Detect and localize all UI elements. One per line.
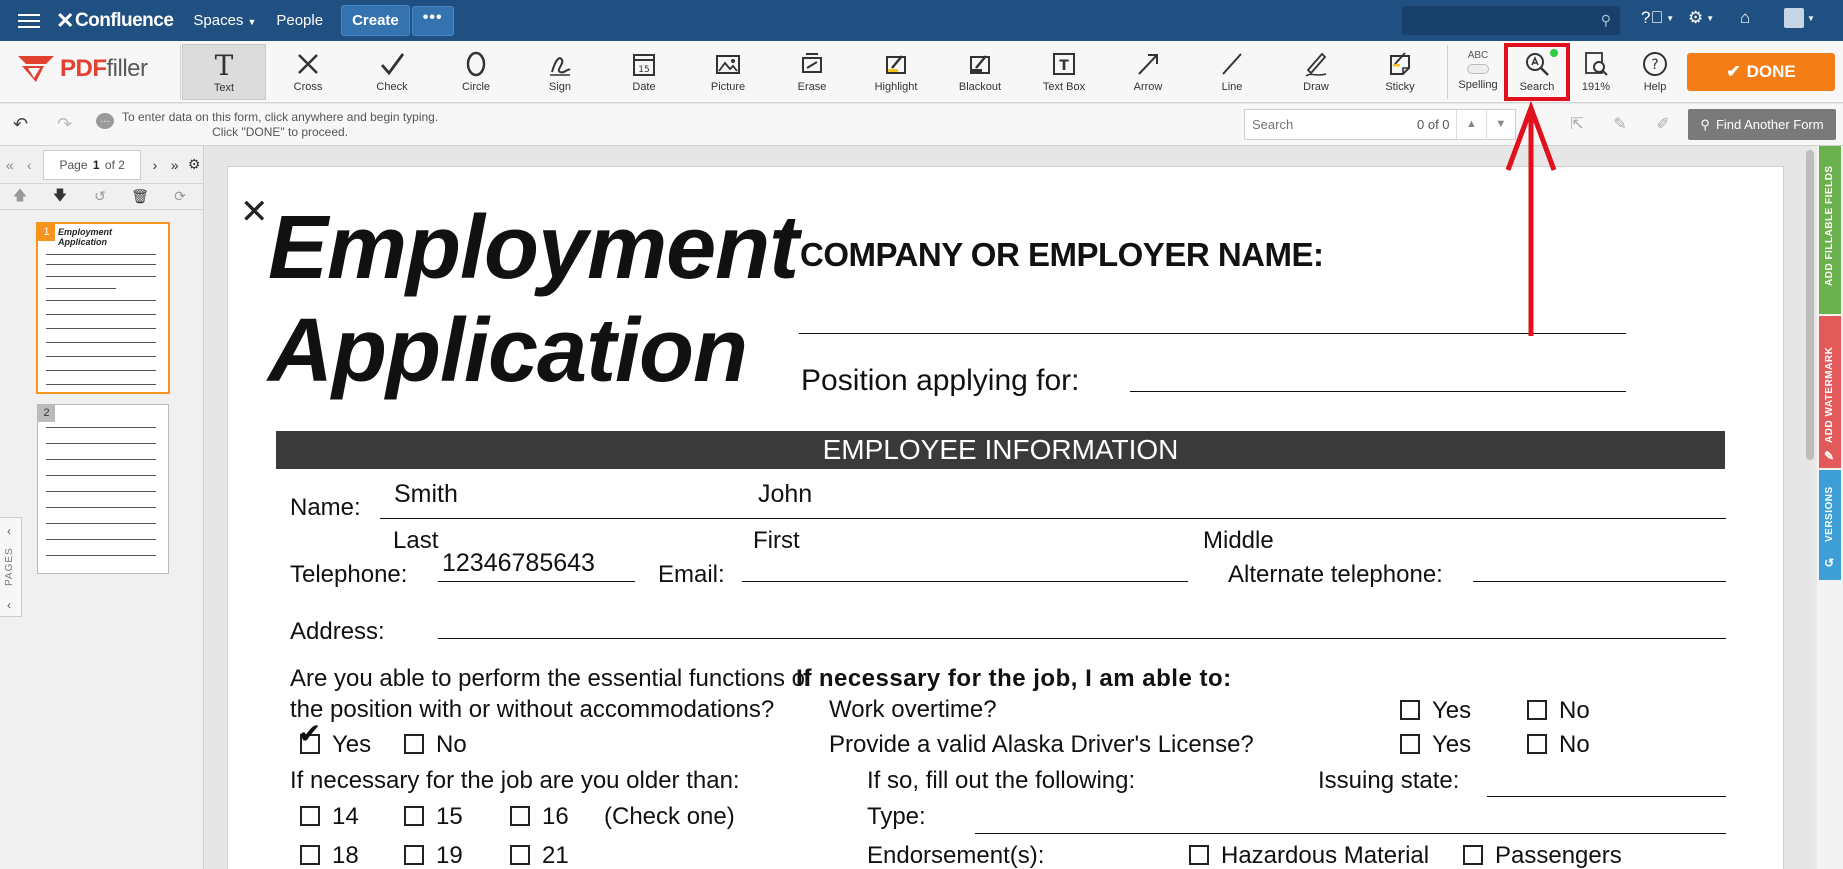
document-canvas[interactable] — [205, 146, 1812, 869]
check-icon: ✔ — [298, 718, 322, 749]
move-down-icon[interactable]: 🡇 — [52, 186, 68, 203]
toggle-switch-icon — [1467, 64, 1489, 74]
tool-label: Circle — [461, 81, 491, 93]
overtime-yes-checkbox[interactable] — [1400, 700, 1420, 720]
age-16-checkbox[interactable] — [510, 806, 530, 826]
gear-icon: ⚙ — [1688, 8, 1704, 27]
versions-tab[interactable] — [1819, 470, 1841, 580]
no-label: No — [1559, 697, 1590, 724]
help-icon — [1641, 50, 1669, 78]
help-menu[interactable]: ?⃝ ▼ — [1641, 8, 1675, 27]
zoom-icon — [1582, 50, 1610, 78]
overtime-question: Work overtime? — [829, 696, 997, 723]
tool-label: Sticky — [1385, 81, 1415, 93]
yes-label: Yes — [1432, 731, 1472, 758]
search-result-count: 0 of 0 — [1417, 117, 1450, 132]
age-label: 15 — [436, 803, 463, 830]
tool-picture[interactable] — [686, 44, 770, 100]
tool-line[interactable] — [1190, 44, 1274, 100]
export-icon[interactable]: ⇱ — [1570, 116, 1584, 133]
tool-label: Text Box — [1042, 81, 1086, 93]
done-button[interactable]: ✔ DONE — [1687, 53, 1835, 91]
check-one-label: (Check one) — [604, 803, 735, 830]
annotation-arrow — [1500, 100, 1562, 340]
age-label: 18 — [332, 842, 359, 869]
pdffiller-logo: PDF filler — [18, 54, 148, 84]
document-search-input[interactable] — [1245, 110, 1415, 139]
document-scrollbar[interactable] — [1806, 150, 1814, 460]
text-box-icon — [1050, 50, 1078, 78]
tool-label: Arrow — [1133, 81, 1163, 93]
yes-label: Yes — [1432, 697, 1472, 724]
delete-icon[interactable]: 🗑 — [131, 188, 149, 204]
form-title-line-2: Application — [268, 301, 747, 401]
rotate-icon[interactable]: ↺ — [94, 188, 106, 204]
people-link[interactable]: People — [276, 12, 324, 29]
tool-label: Text — [213, 82, 235, 94]
middle-label: Middle — [1203, 527, 1274, 554]
age-label: 19 — [436, 842, 463, 869]
watermark-icon: ✎ — [1824, 449, 1835, 463]
editing-hint — [96, 110, 438, 140]
tool-erase[interactable] — [770, 44, 854, 100]
license-yes-checkbox[interactable] — [1400, 734, 1420, 754]
alternate-telephone-label: Alternate telephone: — [1228, 561, 1443, 588]
last-page-icon[interactable]: » — [170, 156, 179, 173]
hint-line-2: Click "DONE" to proceed. — [212, 125, 349, 139]
address-label: Address: — [290, 618, 385, 645]
age-label: 14 — [332, 803, 359, 830]
text-tool-icon — [210, 51, 238, 79]
position-label: Position applying for: — [801, 364, 1080, 397]
add-watermark-tab[interactable] — [1819, 316, 1841, 468]
search-icon: ⚲ — [1700, 116, 1710, 132]
company-label: COMPANY OR EMPLOYER NAME: — [800, 236, 1324, 273]
line-icon — [1218, 50, 1246, 78]
tool-sticky[interactable] — [1358, 44, 1442, 100]
tool-arrow[interactable] — [1106, 44, 1190, 100]
spaces-menu[interactable]: Spaces ▼ — [193, 12, 257, 29]
more-create-button[interactable]: ••• — [412, 6, 454, 36]
svg-text:?: ? — [1651, 57, 1659, 73]
close-icon[interactable]: ✕ — [240, 193, 269, 231]
settings-menu[interactable]: ⚙ ▼ — [1688, 8, 1715, 27]
page-indicator[interactable]: Page 1 of 2 — [43, 150, 141, 180]
app-menu-icon[interactable] — [18, 14, 40, 28]
section-header: EMPLOYEE INFORMATION — [276, 431, 1725, 469]
no-label: No — [436, 731, 467, 758]
tool-circle[interactable] — [434, 44, 518, 100]
age-label: 21 — [542, 842, 569, 869]
tool-label: Date — [632, 81, 656, 93]
license-no-checkbox[interactable] — [1527, 734, 1547, 754]
chevron-left-icon: ‹ — [7, 598, 11, 612]
tool-label: Blackout — [958, 81, 1002, 93]
page-thumbnail-2[interactable] — [37, 404, 169, 574]
confluence-search-input[interactable] — [1402, 6, 1620, 35]
pages-tab-toggle[interactable] — [0, 517, 22, 617]
age-label: 16 — [542, 803, 569, 830]
redo-icon[interactable]: ↷ — [57, 114, 73, 134]
last-label: Last — [393, 527, 439, 554]
tool-label: Highlight — [874, 81, 918, 93]
zoom-label: 191% — [1581, 81, 1611, 93]
form-title-line-1: Employment — [268, 198, 799, 298]
tool-check[interactable] — [350, 44, 434, 100]
help-button[interactable] — [1626, 44, 1684, 100]
eraser-icon — [798, 50, 826, 78]
pages-tab-label: PAGES — [4, 547, 15, 586]
tab-label: ADD FILLABLE FIELDS — [1824, 165, 1835, 286]
essential-question-line-2: the position with or without accommodations? — [290, 696, 775, 723]
confluence-logo[interactable]: ✕ Confluence — [56, 7, 174, 33]
tool-label: Erase — [797, 81, 827, 93]
tool-draw[interactable] — [1274, 44, 1358, 100]
chevron-down-icon: ▼ — [247, 17, 257, 27]
gear-icon[interactable]: ⚙ — [187, 156, 201, 172]
svg-text:T: T — [214, 51, 234, 79]
last-name-value[interactable]: Smith — [394, 480, 458, 508]
tool-label: Check — [376, 81, 408, 93]
check-icon: ✔ — [1726, 62, 1741, 81]
edit-note-icon[interactable]: ✎ — [1613, 116, 1627, 133]
passengers-label: Passengers — [1495, 842, 1622, 869]
svg-text:15: 15 — [638, 65, 650, 75]
thumb-title: Employment Application — [58, 227, 113, 247]
pen-icon[interactable]: ✐ — [1656, 116, 1670, 133]
first-page-icon[interactable]: « — [5, 156, 14, 173]
age-21-checkbox[interactable] — [510, 845, 530, 865]
spelling-toggle[interactable] — [1449, 44, 1507, 100]
tool-label: Sign — [548, 81, 572, 93]
calendar-icon — [630, 50, 658, 78]
move-up-icon[interactable]: 🡅 — [12, 186, 28, 203]
tool-date[interactable] — [602, 44, 686, 100]
tool-label: Line — [1221, 81, 1243, 93]
next-page-icon[interactable]: › — [152, 156, 158, 173]
license-question: Provide a valid Alaska Driver's License? — [829, 731, 1254, 758]
hint-line-1: To enter data on this form, click anywhere and begin typing. — [122, 110, 439, 124]
hazmat-label: Hazardous Material — [1221, 842, 1430, 869]
zoom-button[interactable] — [1567, 44, 1625, 100]
tool-label: Picture — [710, 81, 746, 93]
tool-label: Draw — [1303, 81, 1329, 93]
tool-highlight[interactable] — [854, 44, 938, 100]
pdffiller-logo-icon — [18, 54, 54, 84]
chevron-left-icon: ‹ — [7, 524, 11, 538]
history-icon: ↺ — [1824, 556, 1835, 570]
confluence-header — [0, 0, 1843, 41]
age-18-checkbox[interactable] — [300, 845, 320, 865]
essential-no-checkbox[interactable] — [404, 734, 424, 754]
page-thumbnail-1[interactable] — [36, 222, 170, 394]
tool-sign[interactable] — [518, 44, 602, 100]
hazmat-checkbox[interactable] — [1189, 845, 1209, 865]
highlight-box — [1504, 43, 1570, 101]
document-search — [1244, 109, 1516, 140]
first-label: First — [753, 527, 800, 554]
able-to-heading: If necessary for the job, I am able to: — [796, 665, 1232, 692]
cross-icon — [294, 50, 322, 78]
add-fillable-fields-tab[interactable] — [1819, 146, 1841, 314]
thumb-page-number: 2 — [38, 405, 55, 422]
right-side-tabs — [1817, 146, 1843, 869]
undo-icon[interactable]: ↶ — [13, 114, 29, 134]
older-than-question: If necessary for the job are you older than: — [290, 767, 740, 794]
check-icon — [378, 50, 406, 78]
comment-icon: … — [96, 113, 114, 129]
essential-question-line-1: Are you able to perform the essential functions of — [290, 665, 812, 692]
thumb-page-number: 1 — [38, 224, 55, 241]
tool-blackout[interactable] — [938, 44, 1022, 100]
no-label: No — [1559, 731, 1590, 758]
fill-following-label: If so, fill out the following: — [867, 767, 1136, 794]
tool-text-box[interactable] — [1022, 44, 1106, 100]
create-button[interactable]: Create — [341, 5, 410, 36]
issuing-state-label: Issuing state: — [1318, 767, 1460, 794]
tool-label: Help — [1643, 81, 1667, 93]
circle-icon — [462, 50, 490, 78]
tool-label: Cross — [293, 81, 323, 93]
age-14-checkbox[interactable] — [300, 806, 320, 826]
help-icon: ?⃝ — [1641, 8, 1664, 27]
tool-label: Search — [1519, 81, 1555, 93]
user-menu[interactable]: ▼ — [1784, 8, 1815, 28]
spelling-abc-label: ABC — [1467, 50, 1489, 61]
first-name-value[interactable]: John — [758, 480, 813, 508]
draw-icon — [1302, 50, 1330, 78]
name-label: Name: — [290, 494, 361, 521]
page-navigator — [0, 146, 204, 184]
prev-page-icon[interactable]: ‹ — [27, 156, 32, 173]
age-15-checkbox[interactable] — [404, 806, 424, 826]
sticky-note-icon — [1386, 50, 1414, 78]
svg-text:T: T — [1059, 58, 1069, 74]
find-another-form-button[interactable]: ⚲ Find Another Form — [1688, 109, 1836, 140]
tool-cross[interactable] — [266, 44, 350, 100]
pages-panel — [0, 146, 204, 869]
age-19-checkbox[interactable] — [404, 845, 424, 865]
notifications-button[interactable] — [1740, 8, 1750, 28]
tool-label: Spelling — [1458, 79, 1498, 91]
passengers-checkbox[interactable] — [1463, 845, 1483, 865]
tool-text[interactable] — [182, 44, 266, 100]
search-icon: ⚲ — [1600, 12, 1611, 28]
refresh-icon[interactable]: ⟳ — [174, 188, 186, 204]
telephone-value[interactable]: 12346785643 — [442, 549, 595, 577]
arrow-icon — [1134, 50, 1162, 78]
tab-label: ADD WATERMARK — [1824, 346, 1835, 443]
avatar — [1784, 8, 1804, 28]
search-prev-button[interactable]: ▲ — [1456, 110, 1485, 139]
type-label: Type: — [867, 803, 926, 830]
sign-icon — [546, 50, 574, 78]
blackout-icon — [966, 50, 994, 78]
inbox-icon: ⌂ — [1740, 8, 1751, 27]
tab-label: VERSIONS — [1824, 486, 1835, 542]
overtime-no-checkbox[interactable] — [1527, 700, 1547, 720]
endorsements-label: Endorsement(s): — [867, 842, 1045, 869]
picture-icon — [714, 50, 742, 78]
yes-label: Yes — [332, 731, 372, 758]
email-label: Email: — [658, 561, 725, 588]
highlighter-icon — [882, 50, 910, 78]
page-actions — [0, 184, 204, 210]
secondary-toolbar — [0, 104, 1843, 146]
telephone-label: Telephone: — [290, 561, 408, 588]
search-next-button[interactable]: ▼ — [1486, 110, 1515, 139]
